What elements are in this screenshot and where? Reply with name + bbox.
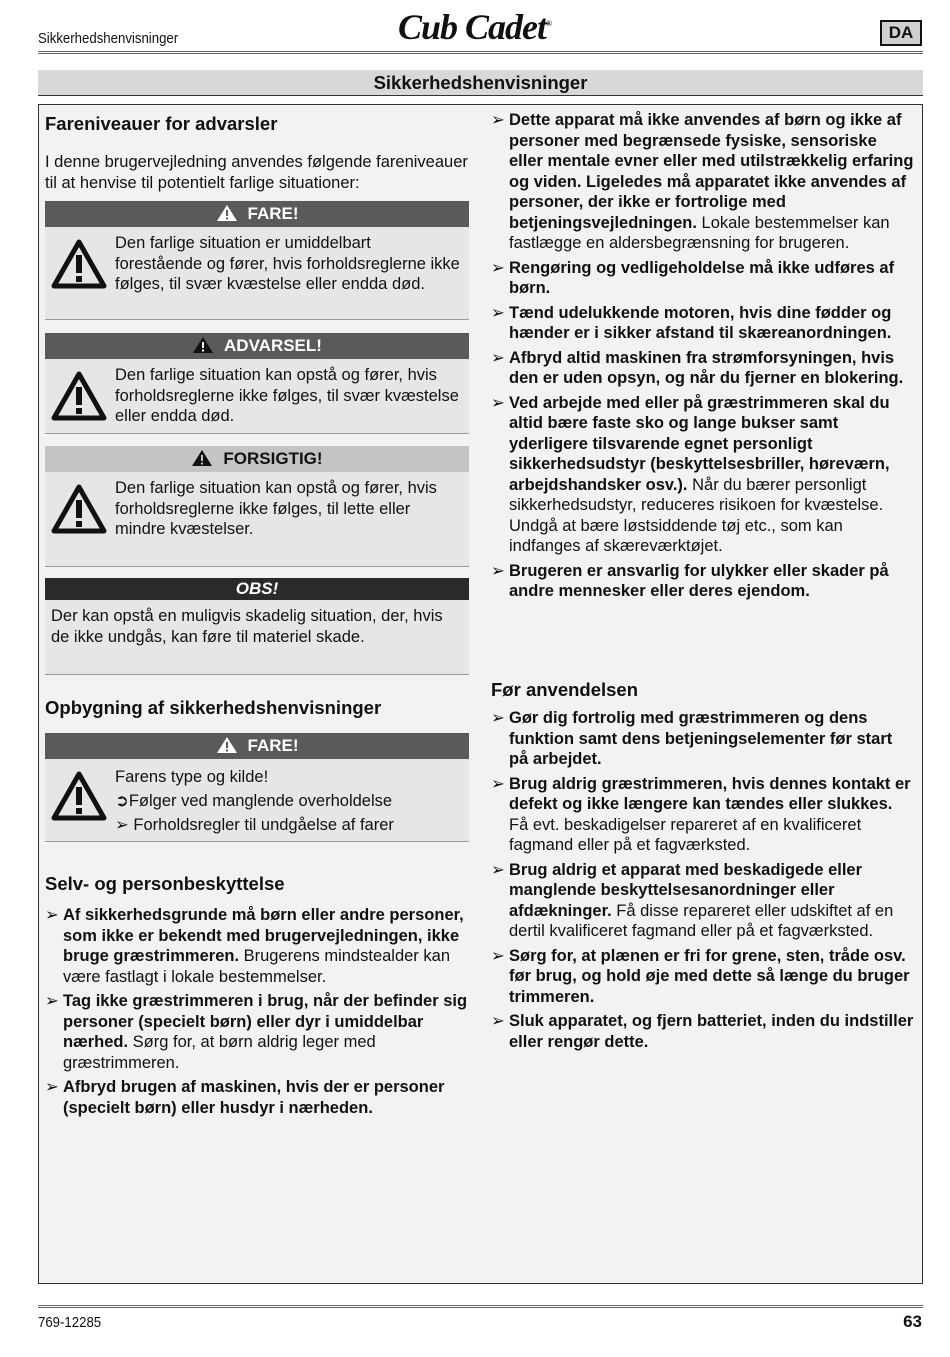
list-item <box>491 774 915 856</box>
list-item <box>491 561 915 602</box>
danger-header <box>45 201 469 227</box>
list-item <box>491 1011 915 1052</box>
caution-box <box>45 446 469 567</box>
list-item-bold: Af sikkerhedsgrunde må børn eller andre personer, som ikke er bekendt med brugervejledningen, ikke bruge græstrimmeren. <box>63 906 464 965</box>
list-item <box>491 946 915 1008</box>
list-item-text: Lokale bestemmelser kan fastlægge en aldersbegrænsning for brugeren. <box>509 213 890 252</box>
list-item <box>45 1077 469 1118</box>
list-item-bold: Tag ikke græstrimmeren i brug, når der befinder sig personer (specielt børn) eller dyr i umiddelbar nærhed. <box>63 992 468 1051</box>
arrow-bullet-icon: ➢ <box>115 816 134 834</box>
structure-header <box>45 733 469 759</box>
warning-icon <box>216 736 238 754</box>
list-item-bold: Dette apparat må ikke anvendes af børn og ikke af personer med begrænsede fysiske, sensoriske eller mentale evner eller med utilstrækkelig erfaring og viden. Ligeledes må apparatet ikke anvendes af personer, der ikke er fortrolige med betjeningsvejledningen. <box>509 111 914 232</box>
list-item-text: Få disse repareret eller udskiftet af en dertil kvalificeret fagmand eller på et fagværksted. <box>509 901 894 940</box>
list-item-bold: Ved arbejde med eller på græstrimmeren skal du altid bære faste sko og lange bukser samt yderligere tilsvarende egnet personligt sikkerhedsudstyr (beskyttelsesbriller, høreværn, arbejdshandsker osv.). <box>509 393 890 494</box>
right-list-before <box>491 708 915 1056</box>
caution-body <box>45 472 469 566</box>
caution-text: Den farlige situation kan opstå og fører, hvis forholdsreglerne ikke følges, til lette eller mindre kvæstelser. <box>115 479 437 538</box>
header-rule <box>38 51 923 54</box>
structure-label: FARE! <box>247 736 299 755</box>
footer-rule <box>38 1305 923 1308</box>
list-item <box>491 348 915 389</box>
arrow-bullet-icon: ➢ <box>491 709 505 727</box>
arrow-bullet-icon: ➢ <box>45 992 59 1010</box>
warning-triangle-icon <box>51 771 107 821</box>
caution-label: FORSIGTIG! <box>223 449 323 468</box>
list-item-bold: Sørg for, at plænen er fri for grene, sten, tråde osv. før brug, og hold øje med dette så længe du bruger trimmeren. <box>509 946 910 1006</box>
arrow-bullet-icon: ➢ <box>491 946 505 965</box>
notice-label: OBS! <box>235 579 279 598</box>
warning-icon <box>192 336 214 354</box>
list-item <box>45 991 469 1073</box>
notice-header <box>45 578 469 600</box>
brand-logo <box>398 6 551 48</box>
structure-body <box>45 759 469 841</box>
arrow-bullet-icon: ➢ <box>491 111 505 129</box>
language-badge: DA <box>880 20 922 46</box>
list-item-bold: Tænd udelukkende motoren, hvis dine fødder og hænder er i sikker afstand til skæreanordningen. <box>509 303 892 342</box>
heading-personal-protection: Selv- og personbeskyttelse <box>45 873 285 894</box>
list-item <box>491 393 915 557</box>
list-item <box>491 110 915 254</box>
list-item-bold: Brug aldrig et apparat med beskadigede eller manglende beskyttelsesanordninger eller afdækninger. <box>509 860 863 920</box>
warning-text: Den farlige situation kan opstå og fører, hvis forholdsreglerne ikke følges, til svær kvæstelse eller endda død. <box>115 366 459 425</box>
intro-text: I denne brugervejledning anvendes følgende fareniveauer til at henvise til potentielt farlige situationer: <box>45 153 468 192</box>
header-section-name: Sikkerhedshenvisninger <box>38 30 179 47</box>
structure-line3: Forholdsregler til undgåelse af farer <box>133 816 394 834</box>
arrow-bullet-icon: ➢ <box>491 561 505 580</box>
structure-line2: Følger ved manglende overholdelse <box>128 792 393 810</box>
danger-body <box>45 227 469 319</box>
danger-text: Den farlige situation er umiddelbart forestående og fører, hvis forholdsreglerne ikke følges, til svær kvæstelse eller endda død. <box>115 234 460 293</box>
notice-text: Der kan opstå en muligvis skadelig situation, der, hvis de ikke undgås, kan føre til materiel skade. <box>51 607 443 646</box>
brand-name: Cub Cadet <box>398 7 547 47</box>
right-list-top <box>491 110 915 606</box>
list-item-bold: Afbryd altid maskinen fra strømforsyningen, hvis den er uden opsyn, og når du fjerner en blokering. <box>509 348 904 387</box>
danger-box <box>45 201 469 320</box>
warning-triangle-icon <box>51 484 107 534</box>
arrow-bullet-icon: ➢ <box>491 258 505 277</box>
warning-label: ADVARSEL! <box>224 336 322 355</box>
personal-list <box>45 905 469 1122</box>
list-item-bold: Afbryd brugen af maskinen, hvis der er personer (specielt børn) eller husdyr i nærheden. <box>63 1078 445 1117</box>
arrow-bullet-icon: ➢ <box>45 1078 59 1096</box>
list-item <box>491 258 915 299</box>
section-title: Sikkerhedshenvisninger <box>38 70 923 96</box>
notice-box <box>45 578 469 675</box>
list-item-text: Brugerens mindstealder kan være fastlagt i lokale bestemmelser. <box>63 947 450 986</box>
document-number: 769-12285 <box>38 1314 102 1331</box>
arrow-bullet-icon: ➢ <box>491 1012 505 1030</box>
heading-danger-levels: Fareniveauer for advarsler <box>45 113 278 134</box>
list-item <box>45 905 469 987</box>
list-item-bold: Brug aldrig græstrimmeren, hvis dennes kontakt er defekt og ikke længere kan tændes eller slukkes. <box>509 774 911 813</box>
warning-triangle-icon <box>51 239 107 289</box>
arrow-bullet-icon: ➢ <box>491 774 505 793</box>
circle-arrow-icon: ➲ <box>115 792 129 810</box>
list-item-text: Sørg for, at børn aldrig leger med græstrimmeren. <box>63 1033 376 1072</box>
list-item <box>491 303 915 344</box>
list-item-bold: Gør dig fortrolig med græstrimmeren og dens funktion samt dens betjeningselementer før start på arbejdet. <box>509 709 893 768</box>
list-item <box>491 708 915 770</box>
warning-header <box>45 333 469 359</box>
arrow-bullet-icon: ➢ <box>491 348 505 367</box>
heading-before-use: Før anvendelsen <box>491 679 639 700</box>
warning-box <box>45 333 469 434</box>
structure-line2-row <box>115 789 461 813</box>
warning-triangle-icon <box>51 371 107 421</box>
list-item-text: Når du bærer personligt sikkerhedsudstyr, reduceres risikoen for kvæstelse. Undgå at bære løstsiddende tøj etc., som kan indfanges af skæreværktøjet. <box>509 475 884 555</box>
structure-line3-row <box>115 813 461 837</box>
list-item <box>491 860 915 942</box>
content-frame <box>38 104 923 1284</box>
caution-header <box>45 446 469 472</box>
warning-icon <box>216 204 238 222</box>
list-item-bold: Brugeren er ansvarlig for ulykker eller skader på andre mennesker eller deres ejendom. <box>509 561 889 600</box>
danger-label: FARE! <box>247 204 299 223</box>
heading-structure: Opbygning af sikkerhedshenvisninger <box>45 697 382 718</box>
structure-box <box>45 733 469 842</box>
warning-icon <box>191 449 213 467</box>
arrow-bullet-icon: ➢ <box>45 906 59 924</box>
list-item-bold: Rengøring og vedligeholdelse må ikke udføres af børn. <box>509 258 895 297</box>
arrow-bullet-icon: ➢ <box>491 393 505 412</box>
notice-body <box>45 600 469 674</box>
arrow-bullet-icon: ➢ <box>491 303 505 322</box>
structure-line1: Farens type og kilde! <box>115 768 269 786</box>
page-number: 63 <box>903 1312 922 1331</box>
list-item-text: Få evt. beskadigelser repareret af en kvalificeret fagmand eller på et fagværksted. <box>509 815 862 854</box>
list-item-bold: Sluk apparatet, og fjern batteriet, inden du indstiller eller rengør dette. <box>509 1012 914 1051</box>
warning-body <box>45 359 469 433</box>
arrow-bullet-icon: ➢ <box>491 860 505 879</box>
trademark-symbol: ® <box>546 19 552 28</box>
